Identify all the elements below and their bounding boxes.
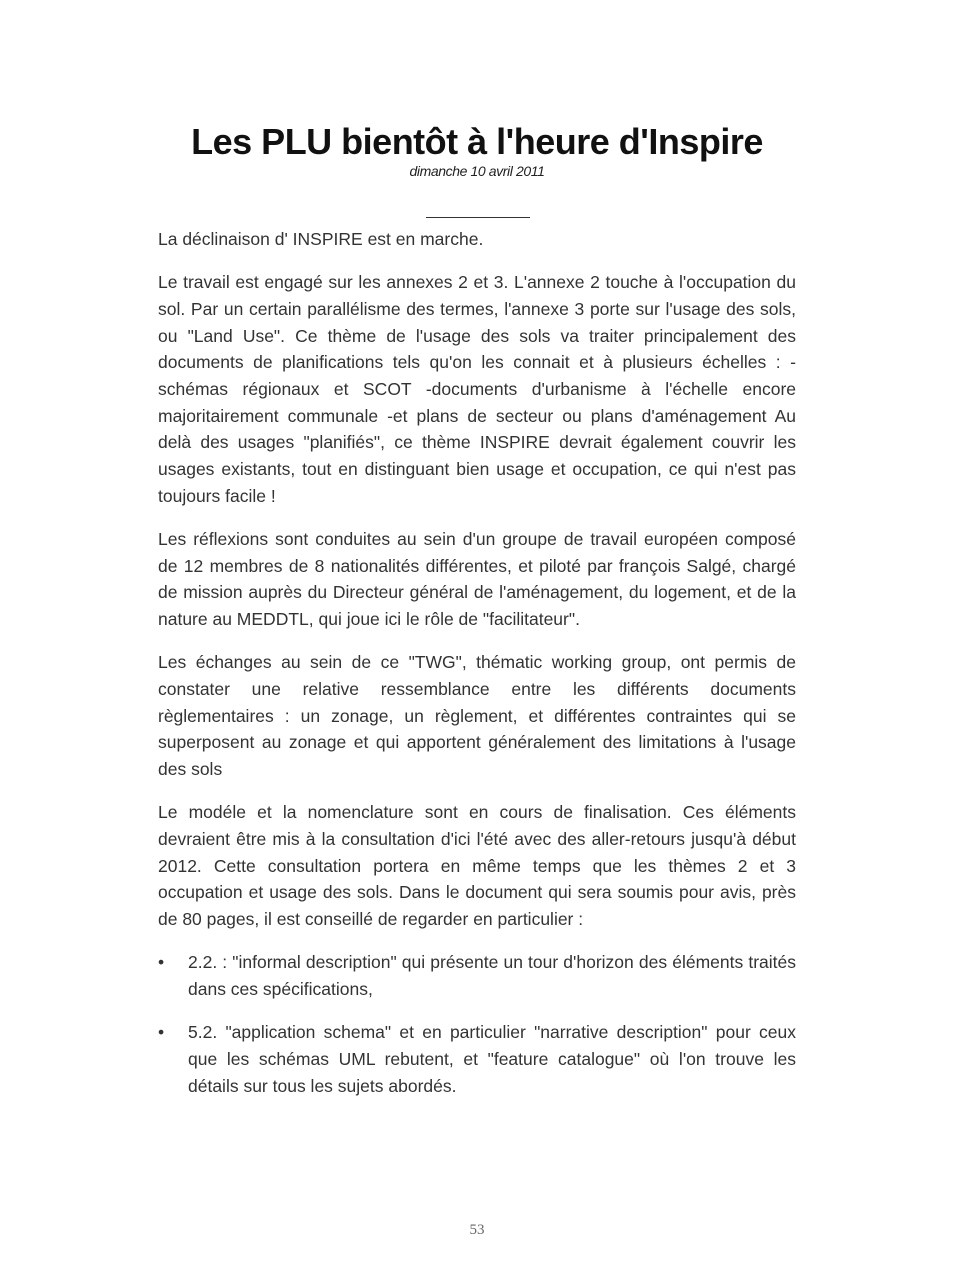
article-title: Les PLU bientôt à l'heure d'Inspire [191, 121, 763, 162]
paragraph: Le modéle et la nomenclature sont en cours de finalisation. Ces éléments devraient être mis à la consultation d'ici l'été avec des aller-retours jusqu'à début 2012. Cette consultation portera en même temps que les thèmes 2 et 3 occupation et usage des sols. Dans le document qui sera soumis pour avis, près de 80 pages, il est conseillé de regarder en particulier : [158, 802, 796, 930]
page-number: 53 [469, 1222, 485, 1238]
article-body [158, 226, 796, 1116]
paragraph: Les échanges au sein de ce "TWG", thématic working group, ont permis de constater une relative ressemblance entre les différents documents règlementaires : un zonage, un règlement, et différentes contraintes qui se superposent au zonage et qui apportent généralement des limitations à l'usage des sols [158, 652, 796, 780]
separator-rule [426, 217, 530, 218]
list-item [158, 1019, 796, 1099]
paragraph: Le travail est engagé sur les annexes 2 et 3. L'annexe 2 touche à l'occupation du sol. Par un certain parallélisme des termes, l'annexe 3 porte sur l'usage des sols, ou "Land Use". Ce thème de l'usage des sols va traiter principalement des documents de planifications tels qu'on les connait et à plusieurs échelles : -schémas régionaux et SCOT -documents d'urbanisme à l'échelle encore majoritairement communale -et plans de secteur ou plans d'aménagement Au delà des usages "planifiés", ce thème INSPIRE devrait également couvrir les usages existants, tout en distinguant bien usage et occupation, ce qui n'est pas toujours facile ! [158, 272, 796, 506]
bullet-icon: • [158, 952, 165, 973]
bullet-list [158, 949, 796, 1099]
paragraph: Les réflexions sont conduites au sein d'un groupe de travail européen composé de 12 membres de 8 nationalités différentes, et piloté par françois Salgé, chargé de mission auprès du Directeur général de l'aménagement, du logement, et de la nature au MEDDTL, qui joue ici le rôle de "facilitateur". [158, 529, 796, 630]
list-item-text: 5.2. "application schema" et en particulier "narrative description" pour ceux que les schémas UML rebutent, et "feature catalogue" où l'on trouve les détails sur tous les sujets abordés. [188, 1022, 796, 1096]
bullet-icon: • [158, 1022, 165, 1043]
list-item [158, 949, 796, 1002]
paragraph: La déclinaison d' INSPIRE est en marche. [158, 229, 484, 249]
article-date: dimanche 10 avril 2011 [409, 163, 545, 179]
list-item-text: 2.2. : "informal description" qui présente un tour d'horizon des éléments traités dans ces spécifications, [188, 952, 796, 1000]
